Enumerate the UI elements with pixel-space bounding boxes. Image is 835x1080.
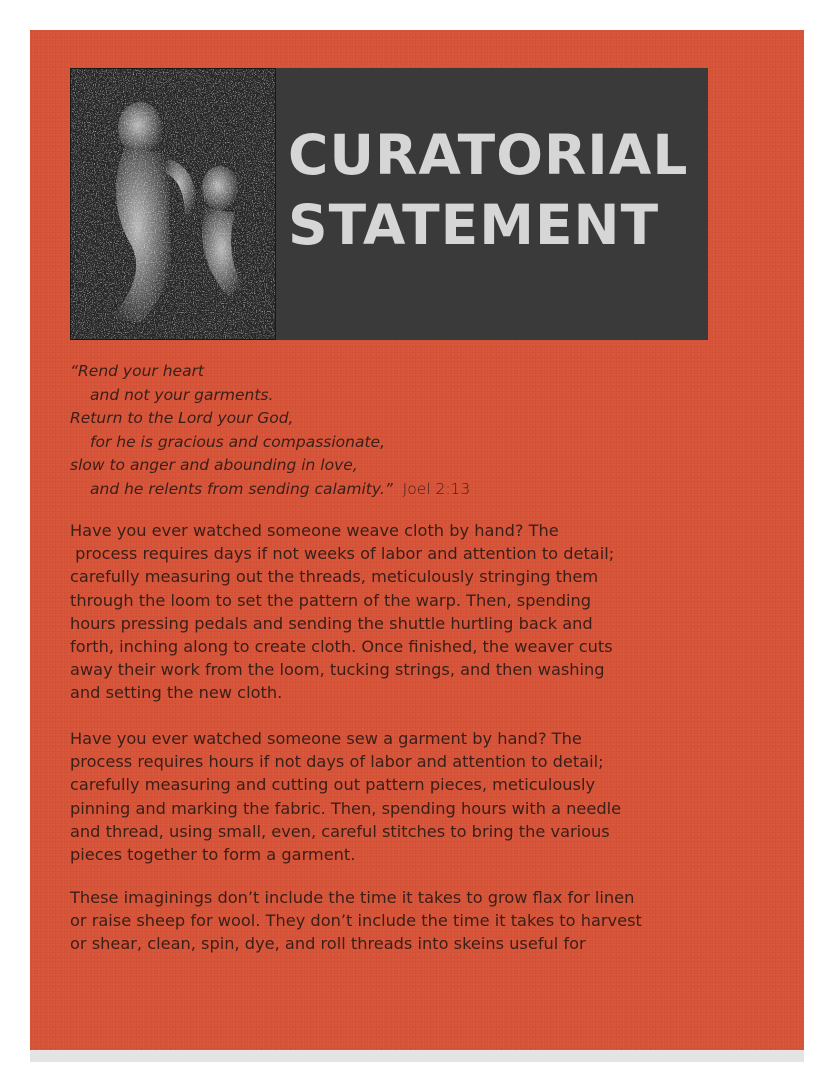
page-shadow	[30, 1050, 804, 1062]
banner-artwork-image	[70, 68, 276, 340]
paragraph-sewing	[70, 727, 730, 866]
paragraph-line: hours pressing pedals and sending the shuttle hurtling back and	[70, 613, 593, 633]
paragraph-line: forth, inching along to create cloth. Once finished, the weaver cuts	[70, 637, 613, 657]
paragraph-line: pinning and marking the fabric. Then, spending hours with a needle	[70, 798, 622, 818]
scripture-line: “Rend your heart	[70, 362, 205, 380]
paragraph-weaving	[70, 519, 730, 705]
paragraph-line: or raise sheep for wool. They don’t include the time it takes to harvest	[70, 911, 642, 931]
paragraph-line: These imaginings don’t include the time it takes to grow flax for linen	[70, 888, 635, 907]
scripture-line: for he is gracious and compassionate,	[90, 432, 386, 451]
scripture-line: slow to anger and abounding in love,	[70, 456, 358, 474]
scripture-line: and not your garments.	[90, 385, 274, 404]
page-title	[288, 120, 688, 260]
scripture-quote	[70, 360, 720, 501]
title-banner	[70, 68, 708, 340]
paragraph-line: through the loom to set the pattern of the warp. Then, spending	[70, 590, 592, 610]
paragraph-line: carefully measuring and cutting out pattern pieces, meticulously	[70, 775, 596, 795]
paragraph-line: and setting the new cloth.	[70, 683, 283, 703]
title-line-2: STATEMENT	[288, 193, 660, 257]
paragraph-line: process requires days if not weeks of labor and attention to detail;	[70, 544, 615, 564]
title-line-1: CURATORIAL	[288, 123, 689, 187]
paragraph-line: carefully measuring out the threads, meticulously stringing them	[70, 567, 599, 587]
scripture-line: and he relents from sending calamity.”	[90, 479, 393, 498]
paragraph-line: or shear, clean, spin, dye, and roll threads into skeins useful for	[70, 934, 586, 954]
paragraph-line: pieces together to form a garment.	[70, 845, 356, 865]
paragraph-line: Have you ever watched someone sew a garment by hand? The	[70, 729, 582, 748]
paragraph-line: Have you ever watched someone weave cloth by hand? The	[70, 521, 559, 540]
scripture-line: Return to the Lord your God,	[70, 409, 294, 427]
paragraph-materials	[70, 886, 730, 956]
scripture-reference: Joel 2:13	[402, 479, 471, 498]
paragraph-line: and thread, using small, even, careful stitches to bring the various	[70, 821, 610, 841]
paragraph-line: process requires hours if not days of labor and attention to detail;	[70, 752, 604, 772]
scripture-last-line	[70, 478, 720, 502]
paragraph-line: away their work from the loom, tucking strings, and then washing	[70, 660, 605, 680]
